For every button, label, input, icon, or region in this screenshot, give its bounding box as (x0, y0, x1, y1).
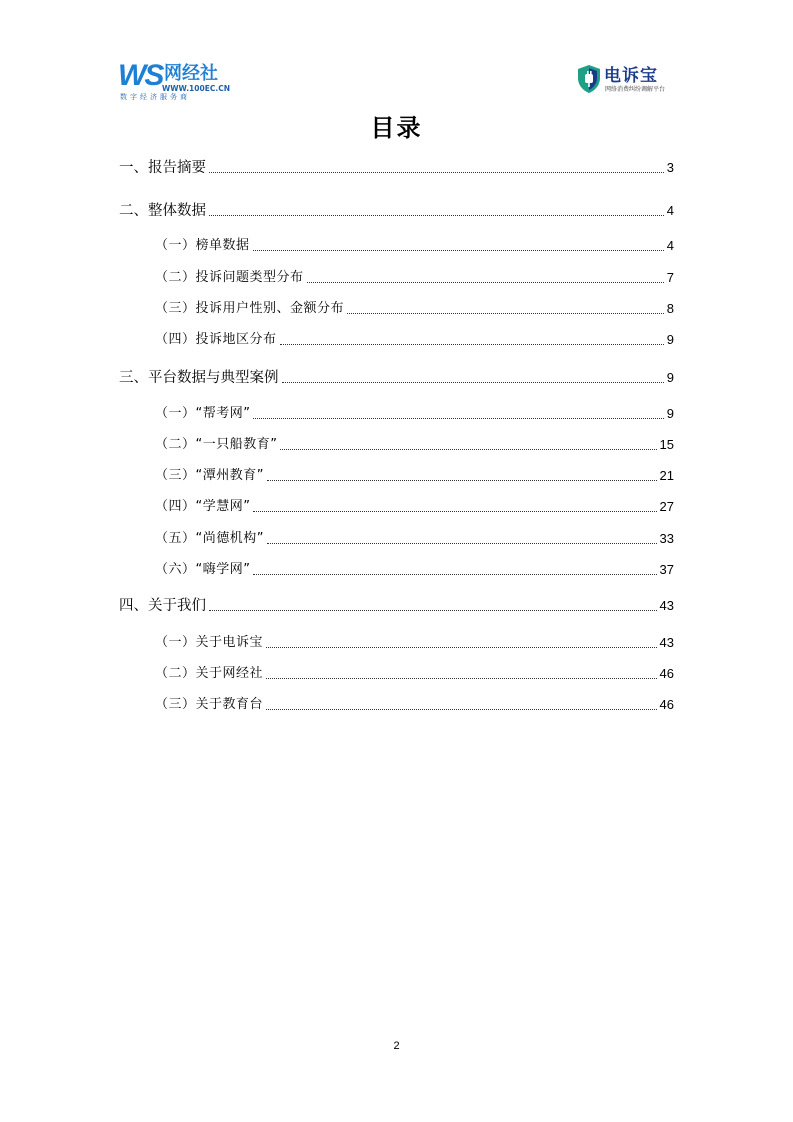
dot-leader (253, 417, 663, 419)
toc-entry[interactable] (119, 156, 674, 178)
logo-subtitle: 网络消费纠纷调解平台 (605, 86, 666, 93)
dot-leader (209, 214, 664, 216)
toc-entry[interactable] (155, 527, 674, 549)
logo-url: WWW.100EC.CN (162, 84, 230, 93)
toc-entry-page: 37 (659, 562, 674, 577)
dot-leader (267, 542, 657, 544)
toc-entry[interactable] (155, 558, 674, 580)
toc-entry[interactable] (155, 495, 674, 517)
diansubao-logo (576, 64, 676, 98)
toc-entry-label: （二）投诉问题类型分布 (155, 270, 304, 285)
toc-entry-page: 33 (659, 531, 674, 546)
toc-entry-label: 三、平台数据与典型案例 (119, 370, 279, 386)
toc-entry[interactable] (119, 199, 674, 221)
toc-entry-label: （四）“学慧网” (155, 499, 251, 514)
logo-slogan: 数字经济服务商 (120, 93, 190, 101)
toc-entry[interactable] (155, 693, 674, 715)
toc-entry-label: （三）“潭州教育” (155, 468, 264, 483)
dot-leader (280, 343, 664, 345)
toc-entry-label: （一）“帮考网” (155, 406, 251, 421)
toc-entry-page: 9 (666, 406, 674, 421)
dot-leader (266, 646, 657, 648)
toc-entry-page: 9 (666, 370, 674, 385)
dot-leader (209, 609, 657, 611)
toc-entry-page: 15 (659, 437, 674, 452)
toc-entry-label: （一）榜单数据 (155, 238, 250, 253)
toc-entry-page: 3 (666, 160, 674, 175)
toc-entry-page: 21 (659, 468, 674, 483)
toc-entry-page: 7 (666, 270, 674, 285)
dot-leader (347, 312, 664, 314)
toc-entry[interactable] (155, 662, 674, 684)
toc-entry[interactable] (155, 297, 674, 319)
page-title: 目录 (370, 114, 423, 142)
page-number: 2 (393, 1040, 400, 1052)
toc-entry-page: 43 (659, 635, 674, 650)
toc-entry-label: （三）关于教育台 (155, 697, 264, 712)
toc-entry-page: 8 (666, 301, 674, 316)
toc-entry-page: 27 (659, 499, 674, 514)
dot-leader (209, 171, 664, 173)
dot-leader (253, 249, 664, 251)
ws-logo-mark: WS (118, 59, 163, 92)
dot-leader (267, 479, 657, 481)
toc-entry-page: 4 (666, 238, 674, 253)
toc-entry[interactable] (119, 366, 674, 388)
toc-entry-page: 46 (659, 697, 674, 712)
toc-entry-label: 一、报告摘要 (119, 160, 206, 176)
dot-leader (280, 448, 656, 450)
dot-leader (266, 708, 657, 710)
toc-entry-label: 四、关于我们 (119, 598, 206, 614)
toc-entry[interactable] (155, 328, 674, 350)
toc-entry-label: （四）投诉地区分布 (155, 332, 277, 347)
toc-entry-page: 9 (666, 332, 674, 347)
shield-icon (576, 64, 602, 94)
toc-entry-label: （二）关于网经社 (155, 666, 264, 681)
toc-entry[interactable] (155, 433, 674, 455)
toc-entry[interactable] (119, 594, 674, 616)
dot-leader (282, 381, 664, 383)
toc-entry-label: （一）关于电诉宝 (155, 635, 264, 650)
logo-name: 电诉宝 (604, 66, 658, 86)
toc-entry-label: （五）“尚德机构” (155, 531, 264, 546)
toc-entry[interactable] (155, 266, 674, 288)
toc-entry-label: （三）投诉用户性别、金额分布 (155, 301, 345, 316)
logo-name: 网经社 (164, 63, 218, 84)
toc-entry[interactable] (155, 631, 674, 653)
toc-entry-label: （二）“一只船教育” (155, 437, 278, 452)
toc-entry-page: 46 (659, 666, 674, 681)
toc-entry-label: 二、整体数据 (119, 203, 206, 219)
toc-entry[interactable] (155, 464, 674, 486)
dot-leader (266, 677, 657, 679)
dot-leader (253, 573, 656, 575)
toc-entry-page: 4 (666, 203, 674, 218)
dot-leader (253, 510, 656, 512)
dot-leader (307, 281, 664, 283)
toc-entry[interactable] (155, 234, 674, 256)
toc-entry-label: （六）“嗨学网” (155, 562, 251, 577)
wangjingshe-logo (118, 60, 238, 104)
toc-entry[interactable] (155, 402, 674, 424)
toc-entry-page: 43 (659, 598, 674, 613)
